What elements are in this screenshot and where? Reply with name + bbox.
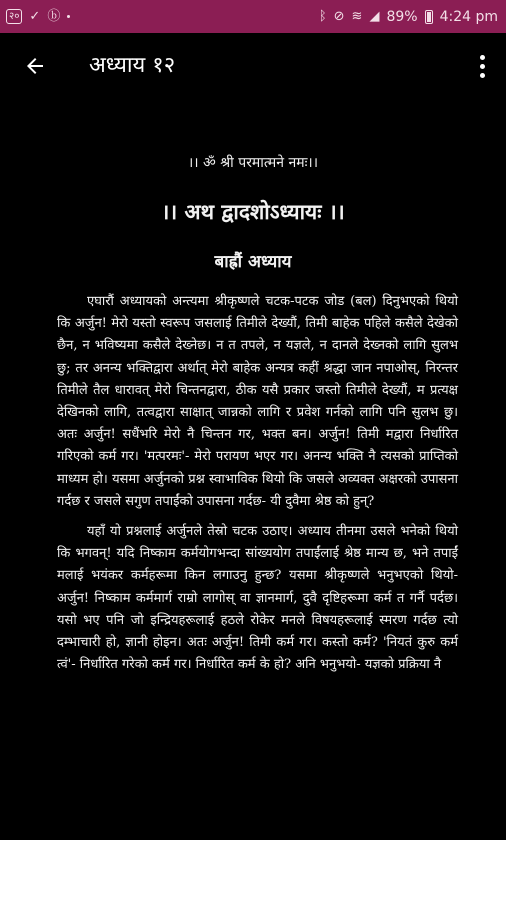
status-bar (0, 0, 506, 33)
back-button[interactable] (20, 51, 50, 81)
notification-badge: २० (6, 9, 22, 24)
battery-icon (425, 10, 433, 24)
paragraph: एघारौं अध्यायको अन्त्यमा श्रीकृष्णले चटक-पटक जोड (बल) दिनुभएको थियो कि अर्जुन! मेरो यस्तो स्वरूप जसलाई तिमीले देख्यौं, तिमी बाहेक पहिले कसैले देखेको छैन, न भविष्यमा कसैले देख्नेछ। न त तपले, न यज्ञले, न दानले देख्नको लागि सुलभ छु; तर अनन्य भक्तिद्वारा अर्थात् मेरो बाहेक अन्यत्र कहीं श्रद्धा जान नपाओस्, निरन्तर तिमीले तैल धारावत् मेरो चिन्तनद्वारा, ठीक यसै प्रकार जस्तो तिमीले देख्यौं, म प्रत्यक्ष देखिनको लागि, तत्वद्वारा साक्षात् जान्नको लागि र प्रवेश गर्नको लागि पनि सुलभ छु। अतः अर्जुन! सधैंभरि मेरो नै चिन्तन गर, भक्त बन। अर्जुन! तिमी मद्वारा निर्धारित गरिएको कर्म गर। 'मत्परमः'- मेरो परायण भएर गर। अनन्य भक्ति नै त्यसको प्राप्तिको माध्यम हो। यसमा अर्जुनको प्रश्न स्वाभाविक थियो कि जसले अव्यक्त अक्षरको उपासना गर्दछ र जसले सगुण तपाईंको उपासना गर्दछ- यी दुवैमा श्रेष्ठ को हुन्? (57, 294, 458, 509)
more-vert-dot (480, 73, 485, 78)
bottom-blank-area (0, 840, 506, 900)
data-saver-icon: ⓑ (47, 9, 61, 24)
clock: 4:24 pm (439, 8, 498, 25)
battery-percent: 89% (386, 8, 418, 25)
overflow-menu-button[interactable] (472, 50, 492, 82)
arrow-left-icon (23, 54, 47, 78)
check-icon: ✓ (29, 9, 41, 24)
more-notifications-dot-icon (67, 15, 70, 18)
chapter-text (57, 291, 458, 684)
paragraph: यहाँ यो प्रश्नलाई अर्जुनले तेस्रो चटक उठाए। अध्याय तीनमा उसले भनेको थियो कि भगवन्! यदि निष्काम कर्मयोगभन्दा सांख्ययोग तपाईंलाई श्रेष्ठ मान्य छ, भने तपाईं मलाई भयंकर कर्महरूमा किन लगाउनु हुन्छ? यसमा श्रीकृष्णले भनुभएको थियो- अर्जुन! निष्काम कर्ममार्ग राम्रो लागोस् वा ज्ञानमार्ग, दुवै दृष्टिहरूमा कर्म त गर्नै पर्दछ। यसो भए पनि जो इन्द्रियहरूलाई हठले रोकेर मनले विषयहरूलाई स्मरण गर्दछ त्यो दम्भाचारी हो, ज्ञानी होइन। अतः अर्जुन! तिमी कर्म गर। कस्तो कर्म? 'नियतं कुरु कर्म त्वं'- निर्धारित गरेको कर्म गर। निर्धारित कर्म के हो? अनि भनुभयो- यज्ञको प्रक्रिया नै (57, 524, 458, 673)
wifi-icon: ≋ (351, 9, 363, 24)
page-title: अध्याय १२ (89, 53, 176, 78)
chapter-content[interactable] (0, 99, 506, 840)
status-bar-system (319, 9, 498, 25)
invocation-line: ।। ॐ श्री परमात्मने नमः।। (187, 155, 319, 171)
app-bar (0, 33, 506, 99)
status-bar-notifications (6, 9, 70, 24)
vibrate-icon: ⊘ (333, 9, 345, 24)
bluetooth-icon: ᛒ (318, 9, 327, 24)
more-vert-icon (480, 55, 485, 60)
chapter-subtitle: बाह्रौं अध्याय (214, 252, 292, 272)
chapter-heading: ।। अथ द्वादशोऽध्यायः ।। (161, 199, 345, 224)
more-vert-dot (480, 64, 485, 69)
signal-icon: ◢ (369, 9, 380, 24)
